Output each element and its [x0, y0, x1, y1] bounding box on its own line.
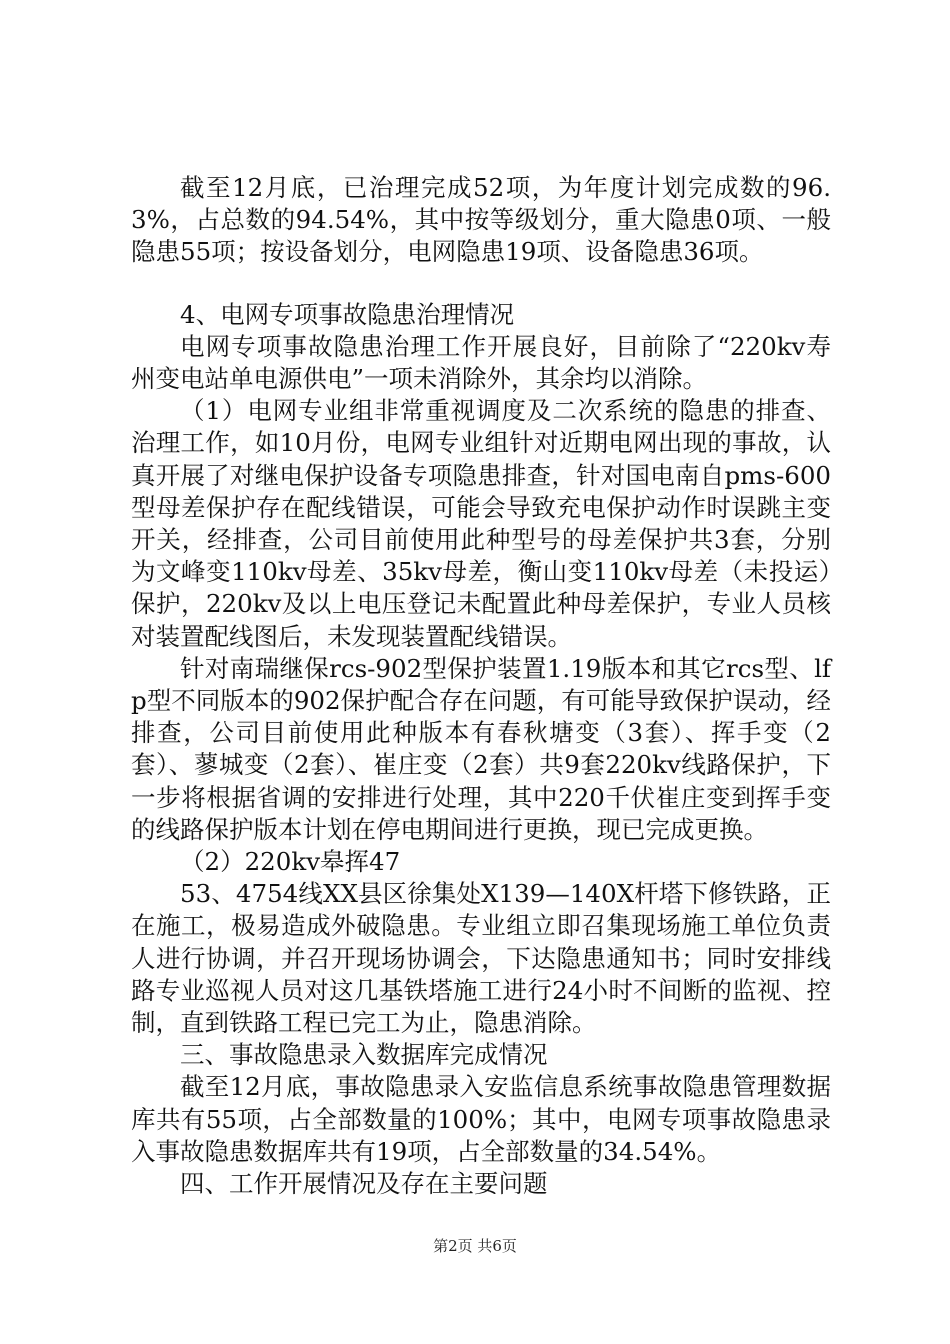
section-heading-work-issues: 四、工作开展情况及存在主要问题 — [180, 1169, 548, 1199]
page-number-footer: 第2页 共6页 — [433, 1237, 517, 1255]
paragraph-rectification-summary: 截至12月底，已治理完成52项，为年度计划完成数的96.3%，占总数的94.54%，其中按等级划分，重大隐患0项、一般隐患55项；按设备划分，电网隐患19项、设备隐患36项。 — [131, 173, 831, 267]
paragraph-database-stats: 截至12月底，事故隐患录入安监信息系统事故隐患管理数据库共有55项，占全部数量的100%；其中，电网专项事故隐患录入事故隐患数据库共有19项，占全部数量的34.54%。 — [131, 1072, 831, 1166]
paragraph-relay-protection-check: （1）电网专业组非常重视调度及二次系统的隐患的排查、治理工作，如10月份，电网专业组针对近期电网出现的事故，认真开展了对继电保护设备专项隐患排查，针对国电南自pms-600型母差保护存在配线错误，可能会导致充电保护动作时误跳主变开关，经排查，公司目前使用此种型号的母差保护共3套，分别为文峰变110kv母差、35kv母差，衡山变110kv母差（未投运）保护，220kv及以上电压登记未配置此种母差保护，专业人员核对装置配线图后，未发现装置配线错误。 — [131, 396, 831, 651]
paragraph-railway-construction: 53、4754线XX县区徐集处X139—140X杆塔下修铁路，正在施工，极易造成外破隐患。专业组立即召集现场施工单位负责人进行协调，并召开现场协调会，下达隐患通知书；同时安排线路专业巡视人员对这几基铁塔施工进行24小时不间断的监视、控制，直到铁路工程已完工为止，隐患消除。 — [131, 879, 831, 1038]
paragraph-item-2: （2）220kv皋挥47 — [180, 847, 401, 877]
paragraph-grid-overview: 电网专项事故隐患治理工作开展良好，目前除了“220kv寿州变电站单电源供电”一项未消除外，其余均以消除。 — [131, 331, 831, 394]
section-heading-database: 三、事故隐患录入数据库完成情况 — [180, 1040, 548, 1070]
paragraph-rcs902-issue: 针对南瑞继保rcs-902型保护装置1.19版本和其它rcs型、lfp型不同版本的902保护配合存在问题，有可能导致保护误动，经排查，公司目前使用此种版本有春秋塘变（3套）、挥手变（2套）、蓼城变（2套）、崔庄变（2套）共9套220kv线路保护，下一步将根据省调的安排进行处理，其中220千伏崔庄变到挥手变的线路保护版本计划在停电期间进行更换，现已完成更换。 — [131, 653, 831, 844]
section-heading-grid-hazards: 4、电网专项事故隐患治理情况 — [180, 299, 515, 329]
document-body — [131, 172, 831, 1200]
